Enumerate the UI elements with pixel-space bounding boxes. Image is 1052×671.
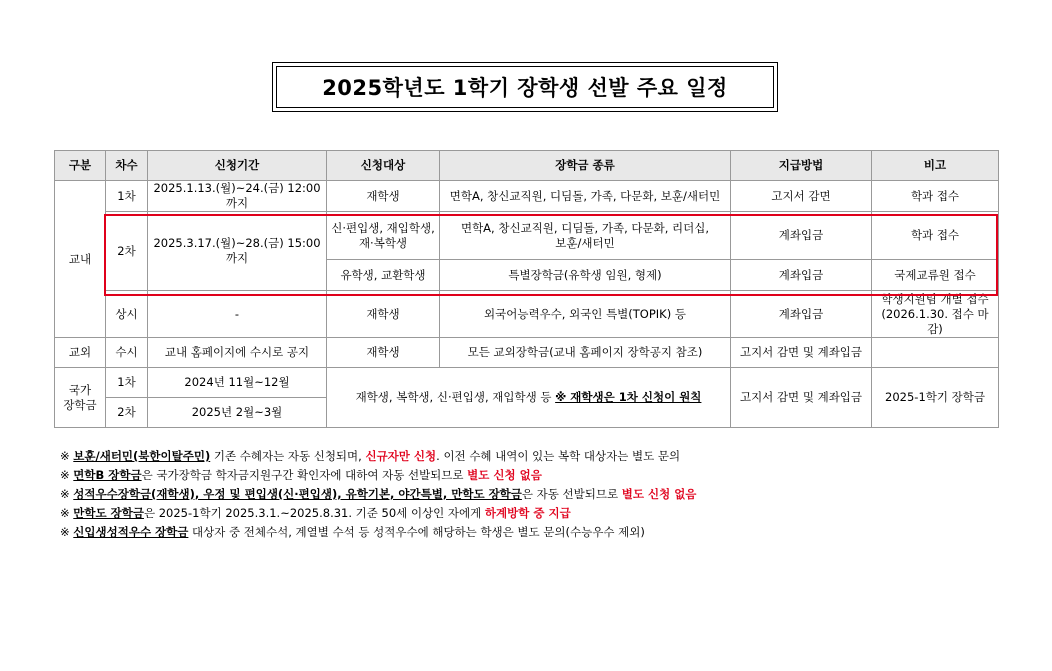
category-cell: 교외: [55, 338, 106, 368]
table-header-row: [55, 151, 999, 181]
note-line: [60, 523, 696, 542]
period-cell: 교내 홈페이지에 수시로 공지: [148, 338, 327, 368]
header-note: 비고: [872, 151, 999, 181]
type-cell: 면학A, 창신교직원, 디딤돌, 가족, 다문화, 보훈/새터민: [440, 181, 731, 212]
category-cell: 국가 장학금: [55, 368, 106, 428]
note-bold: 면학B 장학금: [73, 468, 142, 482]
note-red: 신규자만 신청: [365, 449, 437, 463]
table-row: [55, 338, 999, 368]
schedule-table: [54, 150, 999, 428]
type-cell: 외국어능력우수, 외국인 특별(TOPIK) 등: [440, 291, 731, 338]
payment-cell: 고지서 감면: [731, 181, 872, 212]
target-cell: 신·편입생, 재입학생, 재·복학생: [327, 212, 440, 260]
table-row: [55, 181, 999, 212]
note-text: 은 자동 선발되므로: [521, 487, 622, 501]
note-line: [60, 466, 696, 485]
note-red: 별도 신청 없음: [467, 468, 542, 482]
note-bold: 만학도 장학금: [73, 506, 144, 520]
target-cell: 재학생: [327, 181, 440, 212]
note-text: 은 2025-1학기 2025.3.1.~2025.8.31. 기준 50세 이상인 자에게: [143, 506, 485, 520]
header-category: 구분: [55, 151, 106, 181]
title-box: [272, 62, 778, 112]
payment-cell: 고지서 감면 및 계좌입금: [731, 338, 872, 368]
note-text: 기존 수혜자는 자동 신청되며,: [210, 449, 366, 463]
note-mark: ※: [60, 525, 74, 539]
period-cell: 2025.3.17.(월)~28.(금) 15:00까지: [148, 212, 327, 291]
note-text: . 이전 수혜 내역이 있는 복학 대상자는 별도 문의: [436, 449, 681, 463]
note-mark: ※: [60, 449, 74, 463]
note-red: 하계방학 중 지급: [484, 506, 571, 520]
table-row: [55, 368, 999, 398]
target-cell: 재학생: [327, 338, 440, 368]
note-cell: 국제교류원 접수: [872, 260, 999, 291]
target-cell: 유학생, 교환학생: [327, 260, 440, 291]
period-cell: 2025년 2월~3월: [148, 398, 327, 428]
payment-cell: 계좌입금: [731, 291, 872, 338]
note-mark: ※: [60, 506, 74, 520]
note-mark: ※: [60, 487, 74, 501]
header-payment: 지급방법: [731, 151, 872, 181]
header-period: 신청기간: [148, 151, 327, 181]
target-cell: 재학생: [327, 291, 440, 338]
note-line: [60, 504, 696, 523]
note-bold: 성적우수장학금(재학생), 우정 및 편입생(신·편입생), 유학기본, 야간특별, 만학도 장학금: [73, 487, 522, 501]
type-cell: 모든 교외장학금(교내 홈페이지 장학공지 참조): [440, 338, 731, 368]
header-type: 장학금 종류: [440, 151, 731, 181]
table-row: [55, 212, 999, 260]
period-cell: -: [148, 291, 327, 338]
target-type-merged-cell: [327, 368, 731, 428]
type-cell: 특별장학금(유학생 임원, 형제): [440, 260, 731, 291]
note-text: 은 국가장학금 학자금지원구간 확인자에 대하여 자동 선발되므로: [141, 468, 468, 482]
table-row: [55, 291, 999, 338]
round-cell: 상시: [106, 291, 148, 338]
note-line: [60, 485, 696, 504]
type-cell: 면학A, 창신교직원, 디딤돌, 가족, 다문화, 리더십, 보훈/새터민: [440, 212, 731, 260]
round-cell: 2차: [106, 398, 148, 428]
category-cell: 교내: [55, 181, 106, 338]
round-cell: 1차: [106, 368, 148, 398]
note-bold: 보훈/새터민(북한이탈주민): [73, 449, 211, 463]
header-target: 신청대상: [327, 151, 440, 181]
note-cell: 학생지원팀 개별 접수 (2026.1.30. 접수 마감): [872, 291, 999, 338]
payment-cell: 고지서 감면 및 계좌입금: [731, 368, 872, 428]
note-mark: ※: [60, 468, 74, 482]
gukga-emphasis-text: ※ 재학생은 1차 신청이 원칙: [555, 390, 702, 404]
note-line: [60, 447, 696, 466]
payment-cell: 계좌입금: [731, 212, 872, 260]
round-cell: 수시: [106, 338, 148, 368]
payment-cell: 계좌입금: [731, 260, 872, 291]
notes-section: [60, 447, 696, 542]
header-round: 차수: [106, 151, 148, 181]
note-text: 대상자 중 전체수석, 계열별 수석 등 성적우수에 해당하는 학생은 별도 문의(수능우수 제외): [188, 525, 645, 539]
period-cell: 2025.1.13.(월)~24.(금) 12:00까지: [148, 181, 327, 212]
note-cell: 학과 접수: [872, 181, 999, 212]
note-red: 별도 신청 없음: [621, 487, 697, 501]
note-bold: 신입생성적우수 장학금: [73, 525, 189, 539]
round-cell: 1차: [106, 181, 148, 212]
page-title: 2025학년도 1학기 장학생 선발 주요 일정: [276, 66, 774, 108]
note-cell: [872, 338, 999, 368]
round-cell: 2차: [106, 212, 148, 291]
note-cell: 2025-1학기 장학금: [872, 368, 999, 428]
gukga-target-text: 재학생, 복학생, 신·편입생, 재입학생 등: [355, 390, 552, 404]
period-cell: 2024년 11월~12월: [148, 368, 327, 398]
note-cell: 학과 접수: [872, 212, 999, 260]
